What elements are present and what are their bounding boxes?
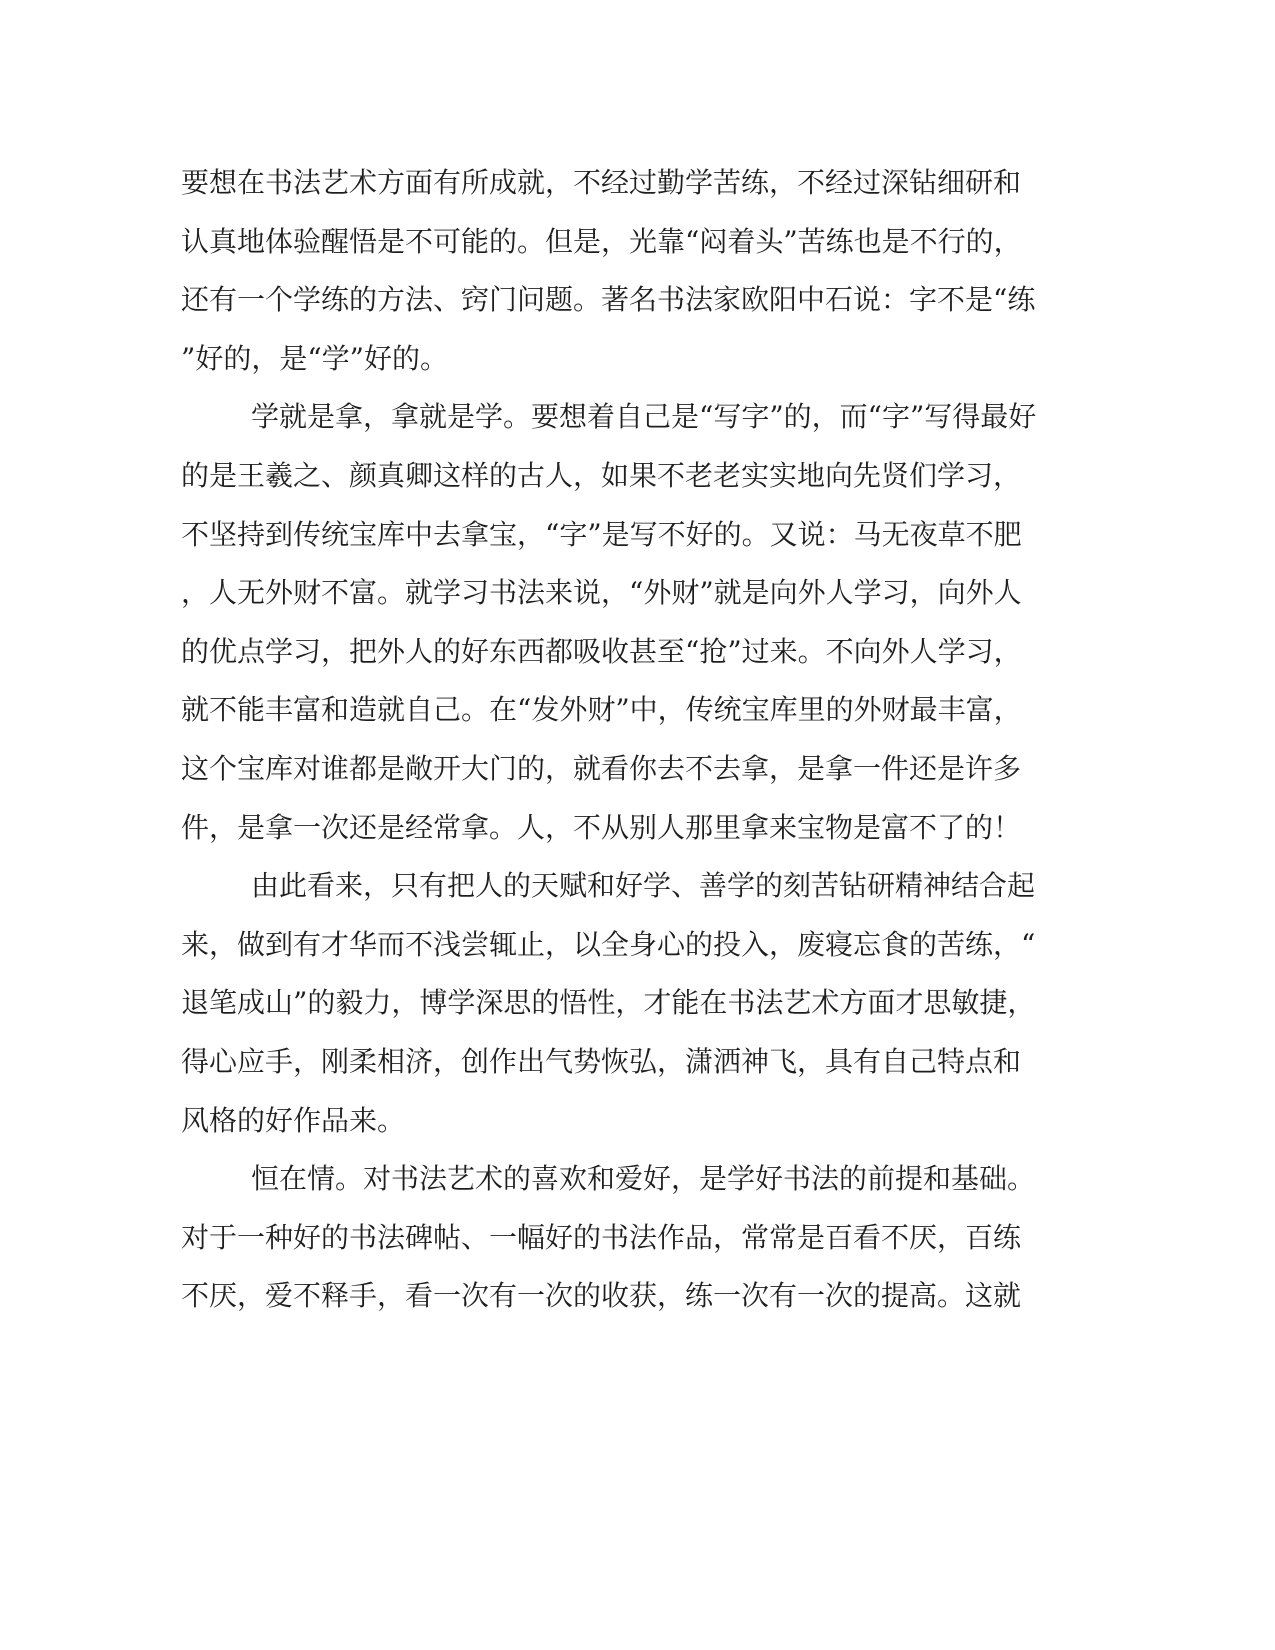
text-line: 认真地体验醒悟是不可能的。但是，光靠“闷着头”苦练也是不行的， (181, 224, 1022, 258)
text-line: ，人无外财不富。就学习书法来说，“外财”就是向外人学习，向外人 (181, 576, 1022, 610)
paragraph (181, 857, 1081, 1150)
text-line: 件，是拿一次还是经常拿。人，不从别人那里拿来宝物是富不了的！ (181, 810, 1022, 844)
text-line: 还有一个学练的方法、窍门问题。著名书法家欧阳中石说：字不是“练 (181, 283, 1036, 317)
text-line: 要想在书法艺术方面有所成就，不经过勤学苦练，不经过深钻细研和 (181, 166, 1022, 199)
text-line: 风格的好作品来。 (181, 1103, 406, 1137)
paragraph (181, 154, 1081, 388)
paragraph (181, 1150, 1081, 1326)
text-line: 恒在情。对书法艺术的喜欢和爱好，是学好书法的前提和基础。 (251, 1162, 1036, 1196)
text-line: 就不能丰富和造就自己。在“发外财”中，传统宝库里的外财最丰富， (181, 693, 1022, 727)
document-body (181, 154, 1081, 1326)
text-line: 这个宝库对谁都是敞开大门的，就看你去不去拿，是拿一件还是许多 (181, 751, 1022, 785)
text-line: 的是王羲之、颜真卿这样的古人，如果不老老实实地向先贤们学习， (181, 458, 1022, 492)
text-line: 学就是拿，拿就是学。要想着自己是“写字”的，而“字”写得最好 (251, 400, 1037, 434)
text-line: 对于一种好的书法碑帖、一幅好的书法作品，常常是百看不厌，百练 (181, 1220, 1022, 1254)
paragraph (181, 388, 1081, 857)
text-line: 来，做到有才华而不浅尝辄止，以全身心的投入，废寝忘食的苦练，“ (181, 927, 1036, 961)
text-line: 的优点学习，把外人的好东西都吸收甚至“抢”过来。不向外人学习， (181, 634, 1022, 668)
text-line: 由此看来，只有把人的天赋和好学、善学的刻苦钻研精神结合起 (251, 869, 1036, 903)
text-line: ”好的，是“学”好的。 (181, 341, 448, 375)
text-line: 得心应手，刚柔相济，创作出气势恢弘，潇洒神飞，具有自己特点和 (181, 1044, 1022, 1078)
text-line: 退笔成山”的毅力，博学深思的悟性，才能在书法艺术方面才思敏捷， (181, 986, 1036, 1020)
text-line: 不坚持到传统宝库中去拿宝，“字”是写不好的。又说：马无夜草不肥 (181, 517, 1022, 551)
text-line: 不厌，爱不释手，看一次有一次的收获，练一次有一次的提高。这就 (181, 1279, 1022, 1313)
